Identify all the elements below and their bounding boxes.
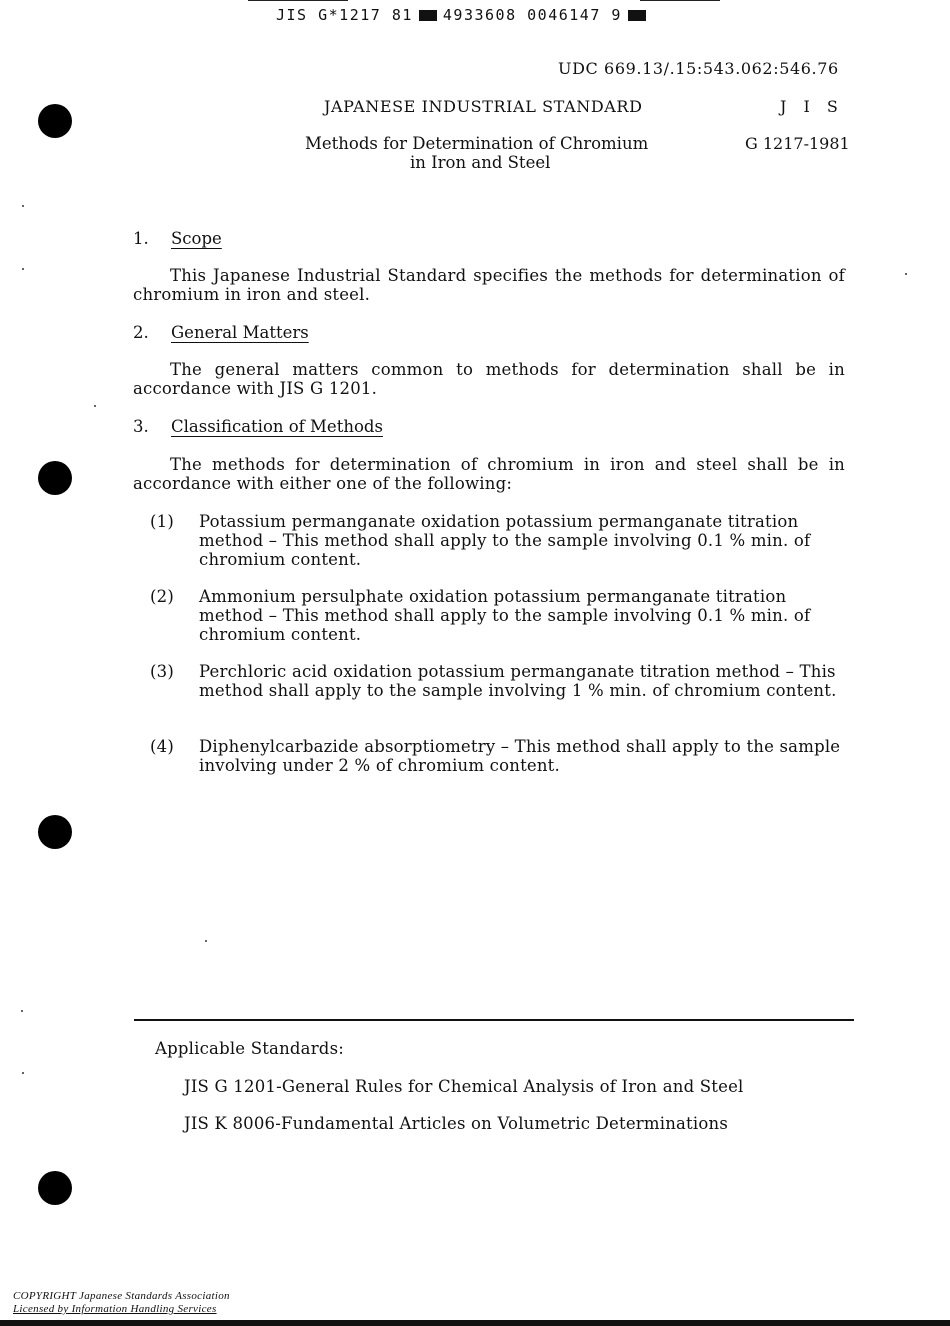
section-heading-general-matters [133,323,309,342]
document-title-line-1: Methods for Determination of Chromium [305,134,649,153]
section-number: 2. [133,323,149,342]
binder-hole-icon [38,815,72,849]
section-paragraph-classification [133,455,845,493]
binder-hole-icon [38,461,72,495]
scan-speck [21,1010,23,1012]
section-heading-classification [133,417,383,436]
scan-speck [22,268,24,270]
binder-hole-icon [38,104,72,138]
barcode-number: 4933608 0046147 9 [442,6,622,24]
section-heading-scope [133,229,222,248]
jis-mark: J I S [780,97,844,116]
section-paragraph-general-matters [133,360,845,398]
barcode-block-icon [419,10,437,21]
top-rule-right [640,0,720,1]
document-title-line-2: in Iron and Steel [410,153,551,172]
document-barcode-line [276,6,652,24]
scan-speck [94,405,96,407]
paragraph-text: The general matters common to methods for determination shall be in accordance with JIS G 1201. [133,360,845,398]
section-number: 3. [133,417,149,436]
list-item-label: (4) [150,737,174,756]
barcode-code: JIS G*1217 81 [276,6,413,24]
list-item-text: Perchloric acid oxidation potassium permanganate titration method – This method shall apply to the sample involving 1 % min. of chromium content. [199,662,837,700]
applicable-standards-divider [134,1019,854,1021]
list-item-method-4 [150,737,855,775]
scan-speck [205,940,207,942]
applicable-standards-heading: Applicable Standards: [155,1039,344,1058]
section-number: 1. [133,229,149,248]
section-paragraph-scope [133,266,845,304]
page-bottom-bar [0,1320,950,1326]
scan-speck [22,1072,24,1074]
udc-code: UDC 669.13/.15:543.062:546.76 [558,59,839,78]
scan-speck [22,205,24,207]
list-item-method-2 [150,587,855,644]
scan-speck [905,273,907,275]
list-item-method-1 [150,512,855,569]
top-rule-left [248,0,348,1]
barcode-block-icon [628,10,646,21]
list-item-label: (1) [150,512,174,531]
section-title: Classification of Methods [171,417,383,436]
section-title: Scope [171,229,222,248]
license-notice: Licensed by Information Handling Services [13,1303,217,1315]
list-item-text: Diphenylcarbazide absorptiometry – This method shall apply to the sample involving under 2 % of chromium content. [199,737,841,775]
list-item-text: Ammonium persulphate oxidation potassium permanganate titration method – This method shall apply to the sample involving 0.1 % min. of chromium content. [199,587,811,644]
binder-hole-icon [38,1171,72,1205]
list-item-method-3 [150,662,855,700]
standard-name: JAPANESE INDUSTRIAL STANDARD [324,97,643,116]
list-item-label: (3) [150,662,174,681]
copyright-notice: COPYRIGHT Japanese Standards Association [13,1290,230,1302]
applicable-standard-item: JIS G 1201-General Rules for Chemical Analysis of Iron and Steel [184,1077,744,1096]
list-item-text: Potassium permanganate oxidation potassium permanganate titration method – This method shall apply to the sample involving 0.1 % min. of chromium content. [199,512,811,569]
standard-number: G 1217-1981 [745,134,850,153]
paragraph-text: This Japanese Industrial Standard specifies the methods for determination of chromium in iron and steel. [133,266,845,304]
applicable-standard-item: JIS K 8006-Fundamental Articles on Volumetric Determinations [184,1114,728,1133]
list-item-label: (2) [150,587,174,606]
paragraph-text: The methods for determination of chromium in iron and steel shall be in accordance with either one of the following: [133,455,845,493]
section-title: General Matters [171,323,309,342]
